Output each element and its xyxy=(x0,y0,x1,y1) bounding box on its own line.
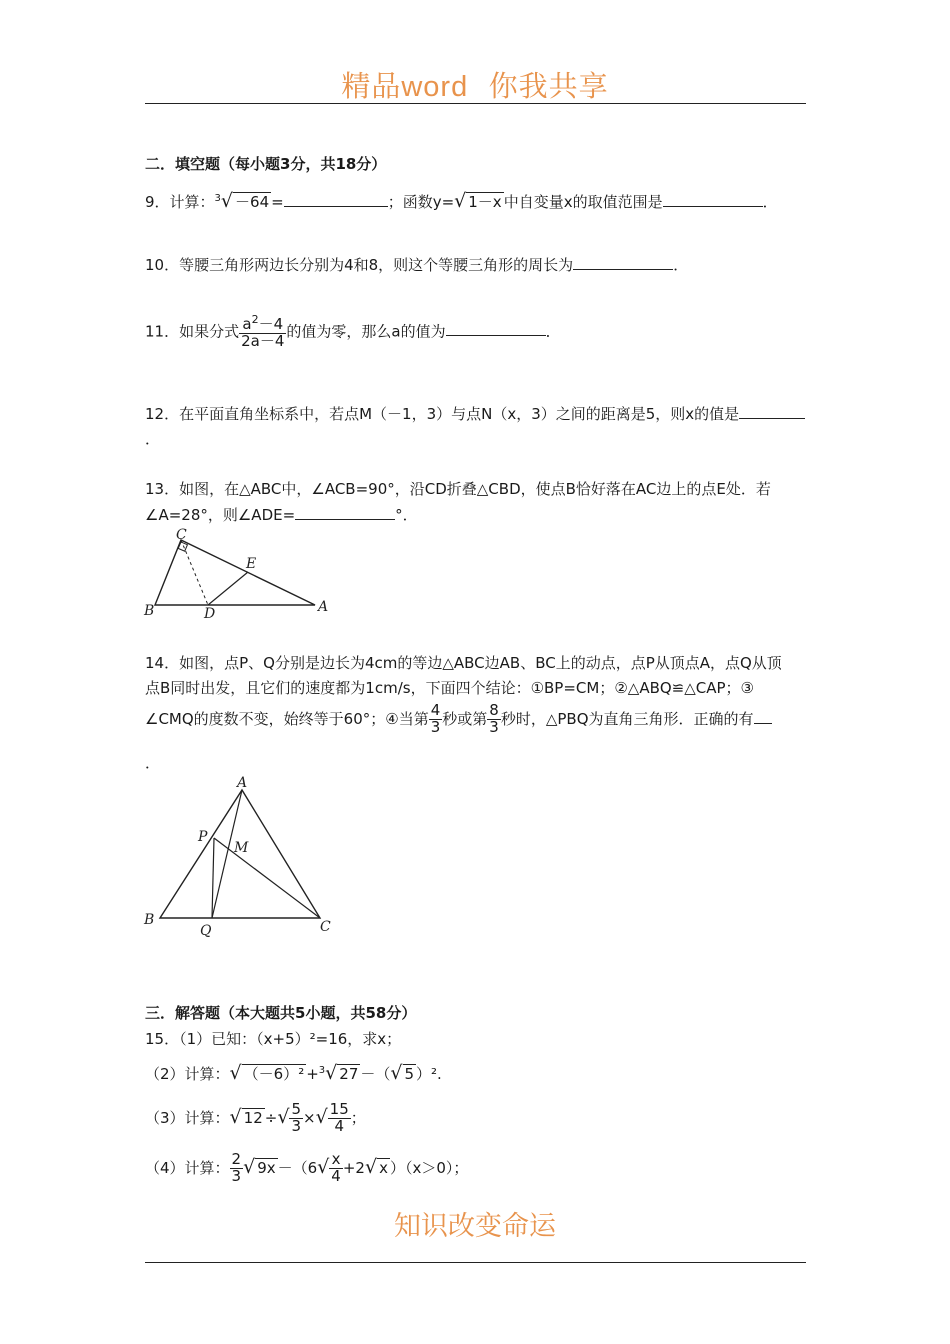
fig13-triangle xyxy=(155,540,315,605)
q9-blank-1[interactable] xyxy=(284,192,388,207)
q15-part-2: （2）计算：√ （－6）² +$^3$√ 27 －（√ 5 ）². xyxy=(145,1062,442,1084)
q13-line-1: 13．如图，在△ABC中，∠ACB=90°，沿CD折叠△CBD，使点B恰好落在AC边上的点E处．若 xyxy=(145,480,771,498)
q15-part-3: （3）计算：√ 12 ÷√ $\frac{5}{3}$ ×√ $\frac{15}{4}$ ； xyxy=(145,1100,366,1135)
q11-num-rest: －4 xyxy=(258,315,284,333)
q12-end: ． xyxy=(145,430,161,448)
footer-banner: 知识改变命运 xyxy=(394,1211,556,1242)
fig14-label-c: C xyxy=(320,919,331,935)
q13-line-2 xyxy=(145,504,418,525)
q15-p4-f1-den: 3 xyxy=(231,1166,242,1185)
header-banner xyxy=(0,64,950,105)
fig14-label-m: M xyxy=(234,840,249,856)
fig13-label-c: C xyxy=(176,527,187,543)
q9-blank-2[interactable] xyxy=(663,192,763,207)
q9-eq: = xyxy=(271,193,284,211)
q14-f1-den: 3 xyxy=(430,717,441,736)
q15-p4-f2-den: 4 xyxy=(331,1166,341,1185)
q15-part-1: 15．（1）已知：（x+5）²=16，求x； xyxy=(145,1030,402,1048)
q12-text: 12．在平面直角坐标系中，若点M（－1，3）与点N（x，3）之间的距离是5，则x的值是 xyxy=(145,405,740,423)
figure-13 xyxy=(140,525,340,623)
q15-p4-fraction-1 xyxy=(230,1152,244,1185)
q9-radicand: －64 xyxy=(235,193,270,211)
q15-p2-mid: －（ xyxy=(360,1065,391,1083)
q14-line3b: 秒或第 xyxy=(442,709,488,728)
q14-fraction-1 xyxy=(429,703,443,736)
q15-p2-end: ）². xyxy=(416,1065,442,1083)
q15-p3-fraction-2 xyxy=(328,1102,351,1135)
fig14-label-p: P xyxy=(198,829,208,845)
q15-p2-prefix: （2）计算： xyxy=(145,1065,230,1083)
question-9: 9．计算：$^3$√ －64 = ；函数y=√ 1－x 中自变量x的取值范围是 ． xyxy=(145,190,778,212)
q9-cube-index: 3 xyxy=(214,193,221,204)
q13-line2a: ∠A=28°，则∠ADE= xyxy=(145,506,296,524)
q9-end: ． xyxy=(762,193,778,211)
q15-p2-radicand-3: 5 xyxy=(404,1065,415,1083)
q11-end: ． xyxy=(545,322,561,341)
question-12 xyxy=(145,403,805,424)
q15-p3-prefix: （3）计算： xyxy=(145,1108,230,1127)
q15-p4-mid: －（6 xyxy=(277,1158,318,1177)
q11-fraction xyxy=(239,314,286,350)
q15-p3-end: ； xyxy=(350,1108,366,1127)
footer-rule xyxy=(145,1262,806,1263)
question-11 xyxy=(145,314,561,350)
q14-line3a: ∠CMQ的度数不变，始终等于60°；④当第 xyxy=(145,709,429,728)
q15-p2-radicand-2: 27 xyxy=(339,1065,359,1083)
header-text-2: 你我共享 xyxy=(488,69,609,103)
q15-p2-index: 3 xyxy=(318,1065,326,1076)
q10-blank[interactable] xyxy=(573,255,673,270)
fig13-label-a: A xyxy=(318,599,329,615)
fig13-label-d: D xyxy=(204,606,216,622)
question-10 xyxy=(145,254,688,275)
q15-p3-f1-num: 5 xyxy=(291,1100,301,1118)
fig14-label-b: B xyxy=(144,912,155,928)
header-text-1: 精品 xyxy=(341,69,402,103)
q14-f2-den: 3 xyxy=(489,717,499,736)
q14-line3c: 秒时，△PBQ为直角三角形．正确的有 xyxy=(500,709,754,728)
figure-14 xyxy=(140,775,340,940)
q15-p3-fraction-1 xyxy=(289,1102,303,1135)
q14-f1-num: 4 xyxy=(430,701,441,719)
q14-line-3 xyxy=(145,703,772,736)
q15-p3-times: × xyxy=(302,1108,316,1127)
q15-p4-end: ）（x＞0）； xyxy=(389,1158,469,1177)
fig13-de xyxy=(208,572,248,605)
q10-text: 10．等腰三角形两边长分别为4和8，则这个等腰三角形的周长为 xyxy=(145,256,574,274)
q11-suffix: 的值为零，那么a的值为 xyxy=(286,322,446,341)
section3-title: 三．解答题（本大题共5小题，共58分） xyxy=(145,1004,417,1022)
q11-den: 2a－4 xyxy=(241,331,285,350)
q15-p4-prefix: （4）计算： xyxy=(145,1158,230,1177)
q9-prefix: 9．计算： xyxy=(145,193,215,211)
q14-f2-num: 8 xyxy=(489,701,499,719)
q14-end: ． xyxy=(145,754,161,772)
q15-part-4: （4）计算： $\frac{2}{3}$ √ 9x －（6√ $\frac{x}{4}$ +2√ x ）（x＞0）； xyxy=(145,1150,469,1185)
fig13-label-b: B xyxy=(144,603,155,619)
q12-blank[interactable] xyxy=(739,404,805,419)
q11-num: a xyxy=(242,315,252,333)
q13-blank[interactable] xyxy=(295,505,395,520)
fig14-pc xyxy=(214,838,320,918)
q10-end: ． xyxy=(673,256,689,274)
q14-line-1: 14．如图，点P、Q分别是边长为4cm的等边△ABC边AB、BC上的动点，点P从顶点A，点Q从顶 xyxy=(145,654,782,672)
q15-p3-radicand-1: 12 xyxy=(243,1108,263,1127)
q9-radicand-2: 1－x xyxy=(468,193,502,211)
fig14-label-a: A xyxy=(237,775,248,791)
section2-title: 二．填空题（每小题3分，共18分） xyxy=(145,155,387,173)
q14-blank[interactable] xyxy=(754,709,772,724)
q15-p4-f1-num: 2 xyxy=(231,1150,242,1168)
q11-blank[interactable] xyxy=(446,321,546,336)
q15-p2-plus: + xyxy=(306,1065,319,1083)
q15-p4-radicand-2: x xyxy=(379,1158,388,1177)
q15-p4-plus: +2 xyxy=(342,1158,365,1177)
q15-p2-radicand-1: （－6）² xyxy=(243,1065,305,1083)
q13-line2b: °． xyxy=(395,506,418,524)
q9-mid: ；函数y= xyxy=(387,193,455,211)
fig14-pq xyxy=(212,838,214,918)
q11-num-exp: 2 xyxy=(251,313,259,326)
q14-fraction-2 xyxy=(487,703,501,736)
q15-p3-f1-den: 3 xyxy=(291,1116,301,1135)
fig13-label-e: E xyxy=(246,556,257,572)
q9-suffix: 中自变量x的取值范围是 xyxy=(503,193,663,211)
q15-p3-div: ÷ xyxy=(264,1108,278,1127)
q15-p3-f2-den: 4 xyxy=(334,1116,344,1135)
q15-p4-f2-num: x xyxy=(329,1152,343,1169)
q15-p4-fraction-2 xyxy=(329,1152,343,1185)
header-word: word xyxy=(401,71,469,103)
q14-line-2: 点B同时出发，且它们的速度都为1cm/s，下面四个结论：①BP=CM；②△ABQ≌△CAP；③ xyxy=(145,679,755,697)
header-rule xyxy=(145,103,806,104)
q15-p3-f2-num: 15 xyxy=(329,1100,349,1118)
q11-prefix: 11．如果分式 xyxy=(145,322,240,341)
fig14-label-q: Q xyxy=(200,923,212,939)
q15-p4-radicand-1: 9x xyxy=(257,1158,276,1177)
